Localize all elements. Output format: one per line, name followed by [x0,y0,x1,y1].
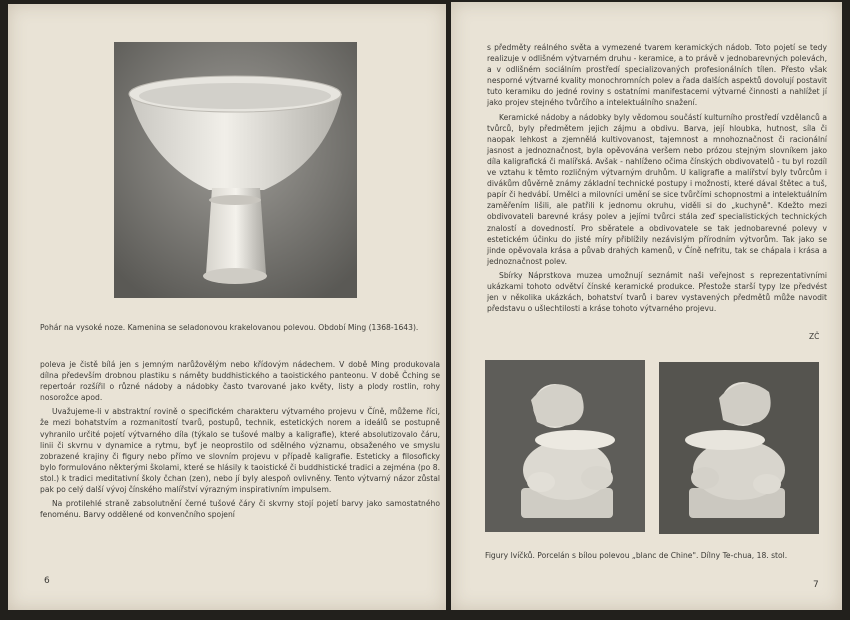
right-paragraph: Sbírky Náprstkova muzea umožnují seznámit naši veřejnost s reprezentativními ukázkami tohoto odvětví čínské keramické produkce. Přestože starší typy lze předvést jen v několika ukázkách, bohatství tvarů i barev vystavených předmětů může navodit představu o ušlechtilosti a kráse tohoto výtvarného projevu. [487,270,827,314]
lion-illustration-right [659,362,819,534]
cup-illustration [114,42,357,298]
page-number-right: 7 [813,580,819,590]
author-signature: ZČ [809,332,820,341]
cup-photo [114,42,357,298]
left-paragraph: poleva je čistě bílá jen s jemným narůžovělým nebo křídovým nádechem. V době Ming produkovala dílna především drobnou plastiku s náměty buddhistického a taoistického panteonu. V době Čching se repertoár rozšířil o různé nádoby a nádobky často tvarované jako květy, listy a plody rostlin, rohy nosorožce apod. [40,360,440,403]
right-paragraph: Keramické nádoby a nádobky byly vědomou součástí kulturního prostředí vzdělanců a tvůrců, byly předmětem jejich zájmu a obdivu. Barva, její hloubka, hutnost, síla či naopak lehkost a zjemnělá kultivovanost, tajemnost a mnohoznačnost či racionální jasnost a jednoznačnost, byla opěvována veršem nebo prózou stejným slovníkem jako díla kaligrafická či malířská. Avšak - nahlíženo očima čínských obdivovatelů - tu byl rozdíl ve vztahu k těmto rozličným výtvarným druhům. U kaligrafie a malířství byly tvůrcům i divákům důvěrně známy základní technické postupy i možnosti, které dával štětec a tuš, papír či hedvábí. Umělci a milovníci umění se sice tvůrčími schopnostmi a intelektuálním zaměřením lišili, ale patřili k jednomu okruhu, viděli si do „kuchyně". Kdežto mezi obdivovateli barevné krásy polev a jejími tvůrci stála zeď specialistických technických znalostí a dovedností. Pro sběratele a obdivovatele se tak jednobarevné polevy v estetickém účinku do jisté míry přiblížily nezávislým přírodním výtvorům. Tak jako se jinde opěvovala krása a půvab drahých kamenů, v Číně nefritu, tak se chápala i krása a jednoznačnost polev. [487,112,827,266]
left-paragraph: Uvažujeme-li v abstraktní rovině o specifickém charakteru výtvarného projevu v Číně, můžeme říci, že mezi bohatstvím a rozmanitostí tvarů, postupů, technik, estetických norem a ideálů se postupně vyhranilo určité pojetí výtvarného díla (týkalo se tušové malby a kaligrafie), které absolutizovalo čáru, linii či skvrnu v dynamice a rytmu, byť je neoprostilo od sdělného významu, obsaženého ve smyslu zobrazené krajiny či figury nebo přímo ve slovním projevu v případě kaligrafie. Esteticky a filosoficky bylo formulováno některými školami, které se hlásily k taoistické či buddhistické tradici a zejména (po 8. stol.) k tradici meditativní školy čchan (zen), nebo jí byly alespoň ovlivněny. Tento výtvarný názor zůstal pak po celý další vývoj čínského malířství výrazným inspirativním impulsem. [40,407,440,495]
right-page [451,2,842,610]
cup-caption-text: Pohár na vysoké noze. Kamenina se seladonovou krakelovanou polevou. Období Ming (1368-1643). [40,323,419,332]
cup-caption [40,322,440,333]
right-body-text [487,42,827,317]
lion-illustration-left [485,360,645,532]
page-number-left: 6 [44,576,50,586]
left-page [8,4,446,610]
lion-photo-left [485,360,645,532]
lion-photo-right [659,362,819,534]
left-paragraph: Na protilehlé straně zabsolutnění černé tušové čáry či skvrny stojí pojetí barvy jako samostatného fenoménu. Barvy oddělené od konvenčního spojení [40,499,440,520]
left-body-text [40,359,440,523]
right-paragraph: s předměty reálného světa a vymezené tvarem keramických nádob. Toto pojetí se tedy realizuje v odlišném výtvarném druhu - keramice, a to právě v jednobarevných polevách, a v odlišném sociálním prostředí specializovaných profesionálních tílen. Přesto však nesporné výtvarné kvality monochromních polev a řada dalších aspektů dovolují postavit tuto keramiku do jedné roviny s ostatními manifestacemi výtvarné činnosti a nahlížet jí jako projev stejného tvůrčího a intelektuálního snažení. [487,43,827,108]
lion-caption [485,550,830,561]
lion-caption-text: Figury lvíčků. Porcelán s bílou polevou „blanc de Chine". Dílny Te-chua, 18. stol. [485,551,788,560]
